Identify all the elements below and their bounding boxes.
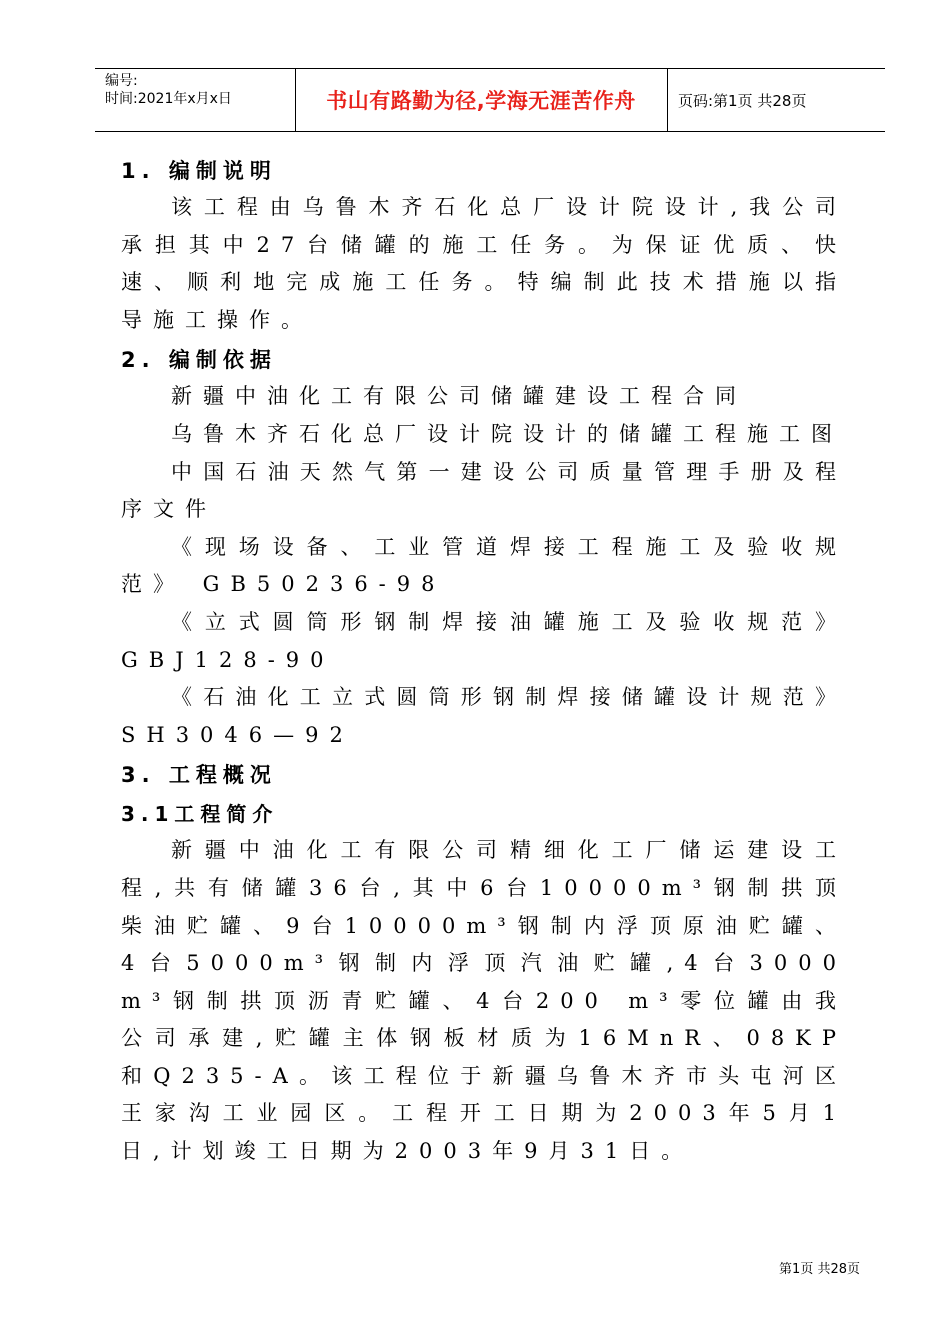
basis-item: 《石油化工立式圆筒形钢制焊接储罐设计规范》 SH3046—92 xyxy=(121,685,847,747)
basis-item: 《现场设备、工业管道焊接工程施工及验收规范》 GB50236-98 xyxy=(121,534,847,597)
basis-item: 新疆中油化工有限公司储罐建设工程合同 xyxy=(171,384,747,409)
basis-item: 中国石油天然气第一建设公司质量管理手册及程序文件 xyxy=(121,459,847,522)
basis-item: 乌鲁木齐石化总厂设计院设计的储罐工程施工图 xyxy=(171,421,843,446)
section-3-title: 3. 工程概况 xyxy=(121,763,277,788)
header-meta-cell xyxy=(95,69,296,131)
doc-number-label: 编号: xyxy=(105,73,138,89)
header-motto: 书山有路勤为径,学海无涯苦作舟 xyxy=(326,89,636,113)
header-page-cell xyxy=(668,69,885,131)
section-1-title: 1. 编制说明 xyxy=(121,159,277,183)
doc-time-label: 时间:2021年x月x日 xyxy=(105,91,232,107)
section-1-paragraph: 该工程由乌鲁木齐石化总厂设计院设计,我公司承担其中27台储罐的施工任务。为保证优质、快速、顺利地完成施工任务。特编制此技术措施以指导施工操作。 xyxy=(121,195,847,332)
page-footer: 第1页 共28页 xyxy=(779,1262,860,1277)
section-3-1-title: 3.1工程简介 xyxy=(121,802,279,827)
header-page-code: 页码:第1页 共28页 xyxy=(678,91,807,110)
document-body xyxy=(121,150,847,1171)
header-motto-cell xyxy=(295,69,668,131)
basis-item: 《立式圆筒形钢制焊接油罐施工及验收规范》GBJ128-90 xyxy=(121,609,847,672)
section-2-title: 2. 编制依据 xyxy=(121,348,277,373)
section-3-1-paragraph: 新疆中油化工有限公司精细化工厂储运建设工程,共有储罐36台,其中6台10000m³钢制拱顶柴油贮罐、9台10000m³钢制内浮顶原油贮罐、4台5000m³钢制内浮顶汽油贮罐,4台3000 m³钢制拱顶沥青贮罐、4台200 m³零位罐由我公司承建,贮罐主体钢板材质为16MnR、08KP和Q235-A。该工程位于新疆乌鲁木齐市头屯河区王家沟工业园区。工程开工日期为2003年5月1日,计划竣工日期为2003年9月31日。 xyxy=(121,838,847,1164)
page-header xyxy=(95,68,885,132)
